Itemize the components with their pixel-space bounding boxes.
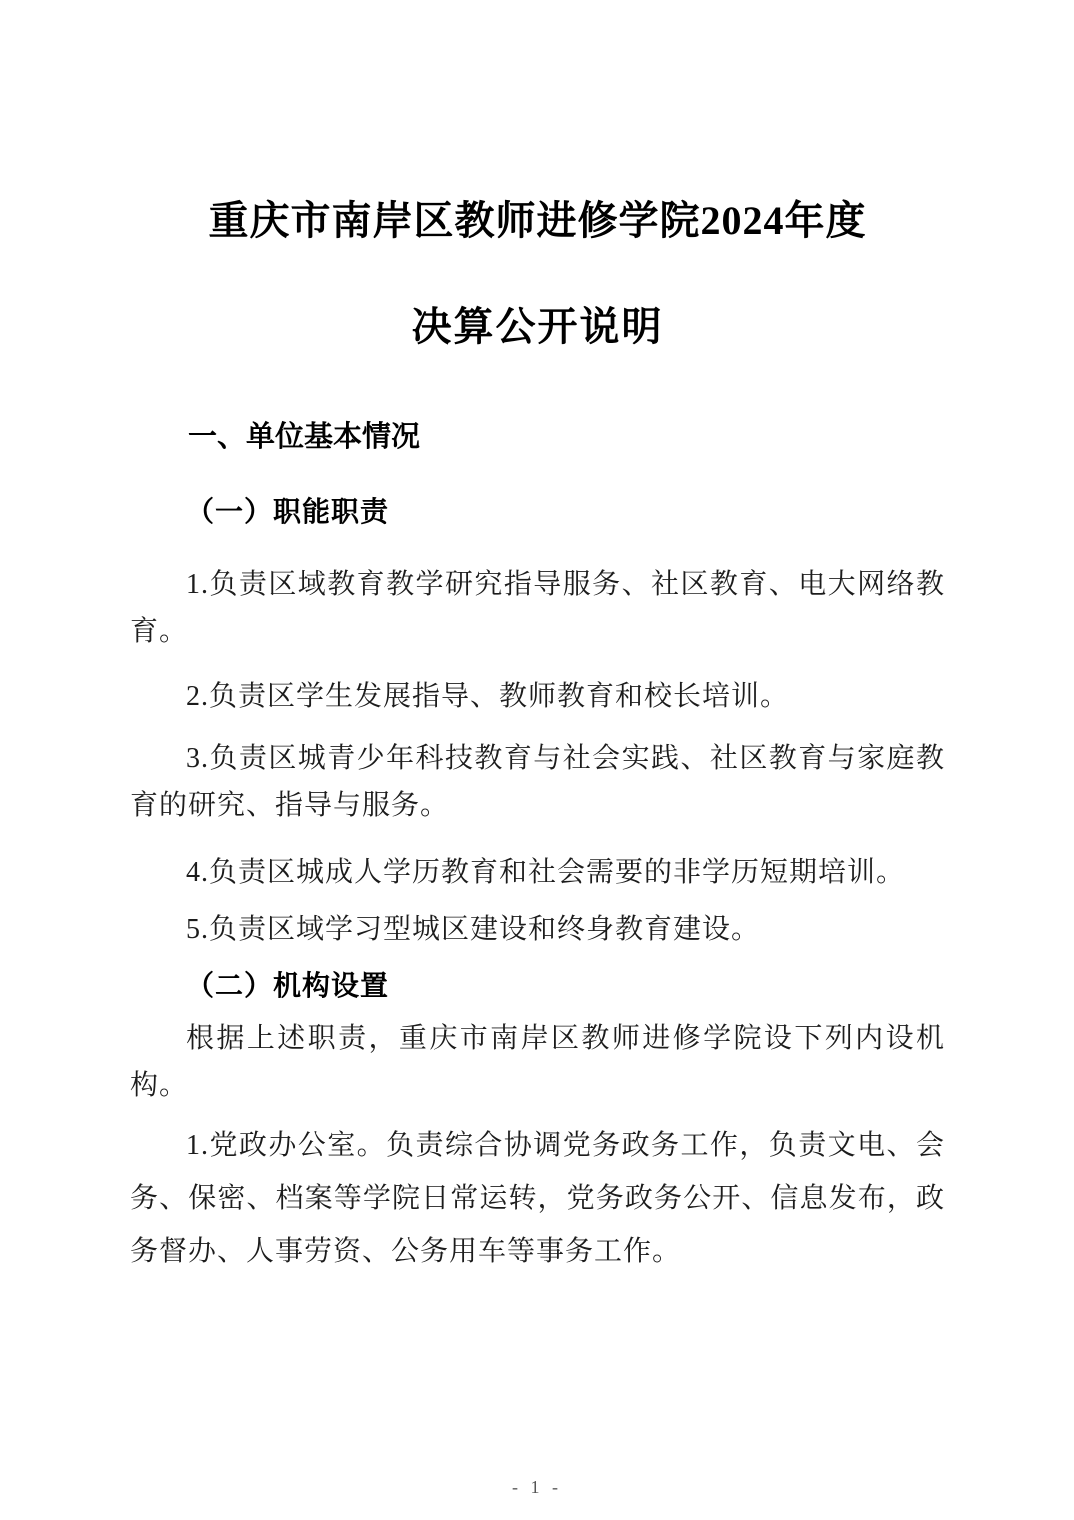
paragraph-duty-5: 5.负责区域学习型城区建设和终身教育建设。	[186, 914, 761, 945]
paragraph-org-intro: 根据上述职责，重庆市南岸区教师进修学院设下列内设机构。	[130, 1023, 945, 1101]
document-title-line2: 决算公开说明	[411, 304, 664, 349]
document-title-line1: 重庆市南岸区教师进修学院2024年度	[208, 198, 867, 243]
paragraph-duty-1: 1.负责区域教育教学研究指导服务、社区教育、电大网络教育。	[130, 569, 945, 647]
subsection-heading-duties: （一）职能职责	[186, 497, 390, 528]
section-heading-basic-info: 一、单位基本情况	[188, 421, 421, 453]
paragraph-duty-4: 4.负责区城成人学历教育和社会需要的非学历短期培训。	[186, 857, 906, 888]
paragraph-duty-3: 3.负责区城青少年科技教育与社会实践、社区教育与家庭教育的研究、指导与服务。	[130, 743, 945, 821]
subsection-heading-org-structure: （二）机构设置	[186, 971, 390, 1002]
paragraph-org-office-1: 1.党政办公室。负责综合协调党务政务工作，负责文电、会务、保密、档案等学院日常运转，党务政务公开、信息发布，政务督办、人事劳资、公务用车等事务工作。	[130, 1130, 945, 1267]
page-number: - 1 -	[512, 1477, 562, 1497]
paragraph-duty-2: 2.负责区学生发展指导、教师教育和校长培训。	[186, 681, 790, 712]
